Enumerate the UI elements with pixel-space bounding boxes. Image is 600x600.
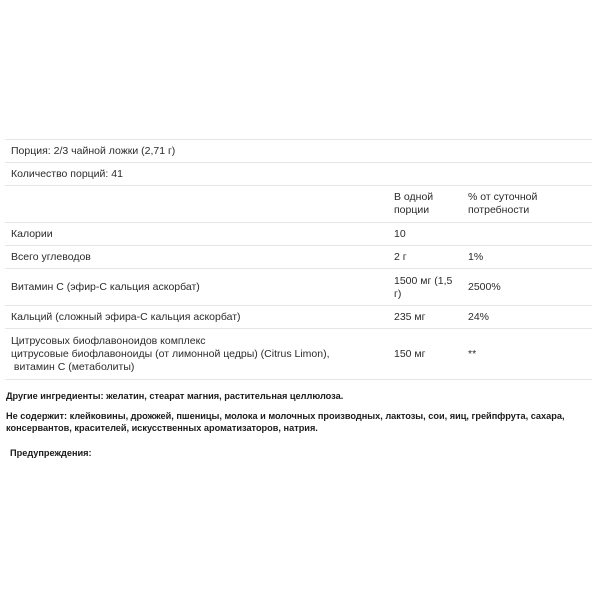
nutrient-name xyxy=(5,330,388,378)
nutrient-amount: 2 г xyxy=(394,251,407,263)
nutrient-amount: 1500 мг (1,5 г) xyxy=(394,274,453,300)
nutrient-amount: 150 мг xyxy=(394,348,426,360)
nutrient-dv: 2500% xyxy=(468,281,501,293)
nutrient-name: Калории xyxy=(11,228,53,240)
nutrient-dv: 1% xyxy=(468,251,484,263)
nutrient-amount: 235 мг xyxy=(394,311,426,323)
header-nutrient xyxy=(5,186,388,222)
notes-section xyxy=(6,390,596,467)
table-row xyxy=(5,223,592,246)
nutrient-dv: ** xyxy=(468,348,477,360)
serving-size: Порция: 2/3 чайной ложки (2,71 г) xyxy=(11,145,176,157)
supplement-facts-table xyxy=(5,139,592,380)
header-daily-value: % от суточной потребности xyxy=(468,191,538,216)
nutrient-name-line: Цитрусовых биофлавоноидов комплекс xyxy=(11,335,206,347)
servings-per-container-row xyxy=(5,163,592,186)
nutrient-amount: 10 xyxy=(394,228,406,240)
table-header-row xyxy=(5,186,592,223)
table-row xyxy=(5,306,592,329)
table-row xyxy=(5,269,592,306)
nutrient-name: Витамин C (эфир-C кальция аскорбат) xyxy=(11,281,200,293)
nutrient-dv xyxy=(462,223,592,245)
other-ingredients: Другие ингредиенты: желатин, стеарат магния, растительная целлюлоза. xyxy=(6,391,344,401)
nutrient-name: Всего углеводов xyxy=(11,251,91,263)
table-row xyxy=(5,246,592,269)
does-not-contain: Не содержит: клейковины, дрожжей, пшеницы, молока и молочных производных, лактозы, сои, яиц, грейпфрута, сахара, консервантов, красителей, искусственных ароматизаторов, натрия. xyxy=(6,411,565,433)
servings-per-container: Количество порций: 41 xyxy=(11,168,123,180)
table-row xyxy=(5,329,592,380)
nutrient-name-line: цитрусовые биофлавоноиды (от лимонной цедры) (Citrus Limon), xyxy=(11,348,330,360)
serving-size-row xyxy=(5,140,592,163)
header-amount: В одной порции xyxy=(394,191,434,216)
nutrient-name: Кальций (сложный эфира-С кальция аскорбат) xyxy=(11,311,241,323)
nutrient-dv: 24% xyxy=(468,311,490,323)
warnings-heading: Предупреждения: xyxy=(10,448,92,458)
nutrient-name-line: витамин C (метаболиты) xyxy=(11,361,135,373)
